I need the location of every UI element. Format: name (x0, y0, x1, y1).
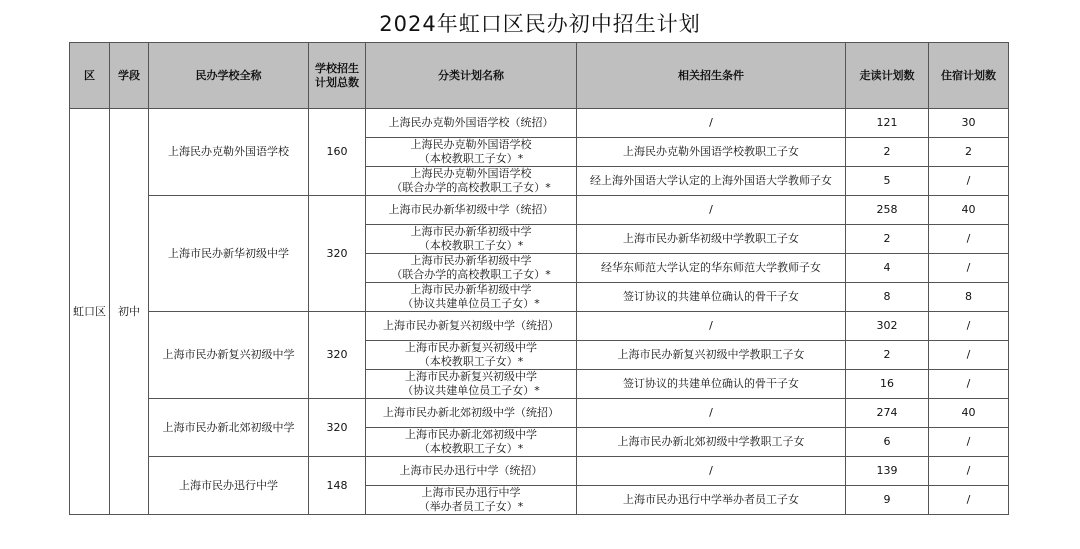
header-day-count: 走读计划数 (846, 43, 929, 109)
condition-cell: 经上海外国语大学认定的上海外国语大学教师子女 (577, 167, 846, 196)
day-count-cell: 5 (846, 167, 929, 196)
plan-name-line2: （本校教职工子女）* (418, 442, 524, 455)
header-board-count: 住宿计划数 (929, 43, 1009, 109)
plan-name-line1: 上海民办克勒外国语学校（统招） (388, 116, 554, 129)
table-row (70, 196, 1009, 225)
plan-name-line1: 上海市民办新复兴初级中学 (405, 341, 537, 354)
header-school-total (309, 43, 366, 109)
plan-name-line2: （协议共建单位员工子女）* (402, 384, 540, 397)
day-count-cell: 139 (846, 457, 929, 486)
plan-name-line2: （本校教职工子女）* (418, 355, 524, 368)
day-count-cell: 2 (846, 225, 929, 254)
condition-cell: / (577, 196, 846, 225)
school-name-cell: 上海市民办新北郊初级中学 (149, 399, 309, 457)
plan-name-cell (366, 196, 577, 225)
plan-name-line1: 上海市民办新华初级中学 (410, 283, 532, 296)
day-count-cell: 6 (846, 428, 929, 457)
header-district: 区 (70, 43, 110, 109)
plan-name-cell (366, 254, 577, 283)
condition-cell: 上海市民办新复兴初级中学教职工子女 (577, 341, 846, 370)
plan-name-line2: （联合办学的高校教职工子女）* (391, 181, 551, 194)
school-total-cell: 148 (309, 457, 366, 515)
header-conditions: 相关招生条件 (577, 43, 846, 109)
day-count-cell: 9 (846, 486, 929, 515)
plan-name-line2: （联合办学的高校教职工子女）* (391, 268, 551, 281)
day-count-cell: 121 (846, 109, 929, 138)
board-count-cell: / (929, 457, 1009, 486)
school-name-cell: 上海市民办新华初级中学 (149, 196, 309, 312)
board-count-cell: / (929, 254, 1009, 283)
school-name-cell: 上海市民办新复兴初级中学 (149, 312, 309, 399)
day-count-cell: 302 (846, 312, 929, 341)
plan-name-line1: 上海市民办新北郊初级中学 (405, 428, 537, 441)
day-count-cell: 2 (846, 341, 929, 370)
school-total-cell: 320 (309, 399, 366, 457)
table-row (70, 312, 1009, 341)
header-stage: 学段 (110, 43, 149, 109)
header-school-total-line2: 计划总数 (315, 75, 359, 89)
day-count-cell: 16 (846, 370, 929, 399)
stage-cell: 初中 (110, 109, 149, 515)
school-total-cell: 320 (309, 312, 366, 399)
board-count-cell: / (929, 370, 1009, 399)
plan-name-line2: （本校教职工子女）* (418, 239, 524, 252)
plan-name-cell (366, 341, 577, 370)
condition-cell: 上海民办克勒外国语学校教职工子女 (577, 138, 846, 167)
plan-name-cell (366, 167, 577, 196)
board-count-cell: 8 (929, 283, 1009, 312)
table-row (70, 109, 1009, 138)
plan-name-cell (366, 428, 577, 457)
plan-name-line2: （本校教职工子女）* (418, 152, 524, 165)
table-header (70, 43, 1009, 109)
plan-name-line1: 上海市民办新华初级中学 (410, 225, 532, 238)
school-name-cell: 上海市民办迅行中学 (149, 457, 309, 515)
plan-name-line1: 上海市民办迅行中学 (421, 486, 521, 499)
school-name-cell: 上海民办克勒外国语学校 (149, 109, 309, 196)
condition-cell: 签订协议的共建单位确认的骨干子女 (577, 370, 846, 399)
school-total-cell: 160 (309, 109, 366, 196)
school-total-cell: 320 (309, 196, 366, 312)
board-count-cell: 30 (929, 109, 1009, 138)
condition-cell: 经华东师范大学认定的华东师范大学教师子女 (577, 254, 846, 283)
plan-name-cell (366, 312, 577, 341)
plan-name-cell (366, 225, 577, 254)
plan-name-cell (366, 370, 577, 399)
day-count-cell: 258 (846, 196, 929, 225)
plan-name-line1: 上海民办克勒外国语学校 (410, 138, 532, 151)
plan-name-line1: 上海市民办迅行中学（统招） (399, 464, 543, 477)
plan-name-line1: 上海市民办新复兴初级中学 (405, 370, 537, 383)
plan-name-line1: 上海市民办新北郊初级中学（统招） (383, 406, 559, 419)
day-count-cell: 2 (846, 138, 929, 167)
day-count-cell: 4 (846, 254, 929, 283)
day-count-cell: 8 (846, 283, 929, 312)
plan-name-line1: 上海民办克勒外国语学校 (410, 167, 532, 180)
board-count-cell: / (929, 428, 1009, 457)
plan-name-cell (366, 457, 577, 486)
district-cell: 虹口区 (70, 109, 110, 515)
table-body (70, 109, 1009, 515)
board-count-cell: / (929, 341, 1009, 370)
condition-cell: 上海市民办新北郊初级中学教职工子女 (577, 428, 846, 457)
condition-cell: / (577, 312, 846, 341)
condition-cell: 上海市民办新华初级中学教职工子女 (577, 225, 846, 254)
header-plan-name: 分类计划名称 (366, 43, 577, 109)
plan-name-line2: （协议共建单位员工子女）* (402, 297, 540, 310)
enrollment-plan-table (69, 42, 1009, 515)
plan-name-line1: 上海市民办新华初级中学 (410, 254, 532, 267)
plan-name-line1: 上海市民办新复兴初级中学（统招） (383, 319, 559, 332)
page-title: 2024年虹口区民办初中招生计划 (379, 12, 701, 36)
day-count-cell: 274 (846, 399, 929, 428)
plan-name-line1: 上海市民办新华初级中学（统招） (388, 203, 554, 216)
board-count-cell: 2 (929, 138, 1009, 167)
board-count-cell: 40 (929, 196, 1009, 225)
header-school-total-line1: 学校招生 (315, 61, 359, 75)
board-count-cell: / (929, 167, 1009, 196)
condition-cell: / (577, 399, 846, 428)
condition-cell: / (577, 457, 846, 486)
plan-name-cell (366, 486, 577, 515)
plan-name-cell (366, 283, 577, 312)
plan-name-cell (366, 138, 577, 167)
condition-cell: 上海市民办迅行中学举办者员工子女 (577, 486, 846, 515)
plan-name-cell (366, 109, 577, 138)
board-count-cell: / (929, 225, 1009, 254)
header-school-name: 民办学校全称 (149, 43, 309, 109)
table-row (70, 457, 1009, 486)
board-count-cell: 40 (929, 399, 1009, 428)
table-row (70, 399, 1009, 428)
condition-cell: 签订协议的共建单位确认的骨干子女 (577, 283, 846, 312)
condition-cell: / (577, 109, 846, 138)
plan-name-cell (366, 399, 577, 428)
board-count-cell: / (929, 486, 1009, 515)
board-count-cell: / (929, 312, 1009, 341)
plan-name-line2: （举办者员工子女）* (418, 500, 524, 513)
